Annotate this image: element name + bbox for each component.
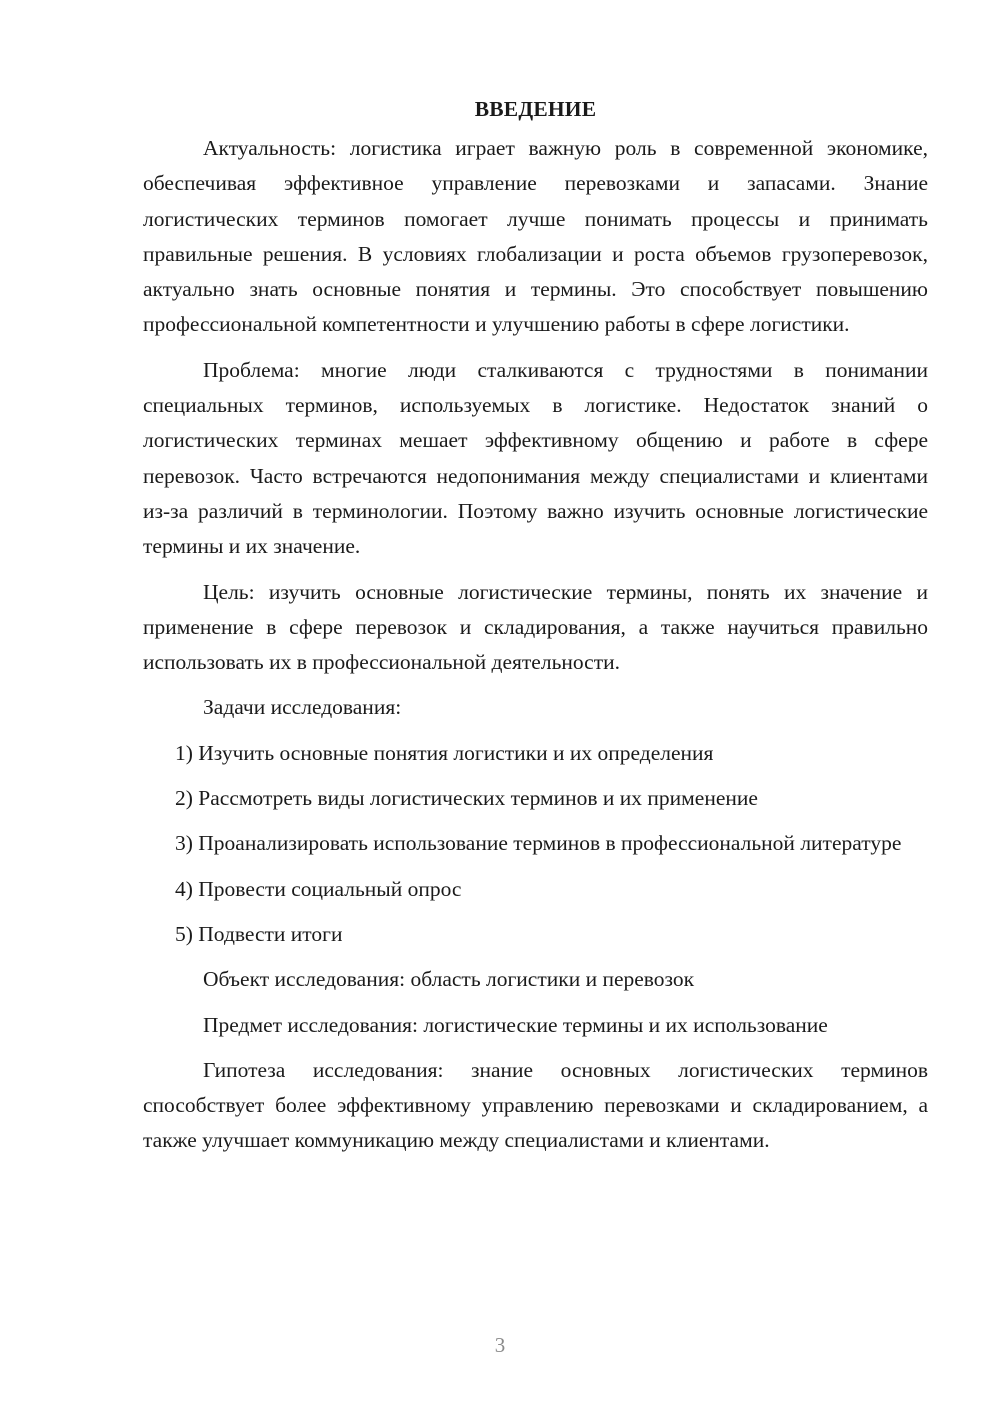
problem-paragraph: Проблема: многие люди сталкиваются с трудностями в понимании специальных терминов, используемых в логистике. Недостаток знаний о логистических терминах мешает эффективному общению и работе в сфере перевозок. Часто встречаются недопонимания между специалистами и клиентами из-за различий в терминологии. Поэтому важно изучить основные логистические термины и их значение.	[143, 357, 928, 559]
task-item: 4) Провести социальный опрос	[175, 876, 462, 901]
task-item: 3) Проанализировать использование терминов в профессиональной литературе	[175, 831, 902, 856]
tasks-heading: Задачи исследования:	[203, 695, 402, 720]
hypothesis-paragraph: Гипотеза исследования: знание основных логистических терминов способствует более эффективному управлению перевозками и складированием, а также улучшает коммуникацию между специалистами и клиентами.	[143, 1057, 928, 1153]
document-page	[143, 92, 928, 1169]
section-title: ВВЕДЕНИЕ	[474, 97, 597, 121]
task-item: 5) Подвести итоги	[175, 921, 343, 946]
task-item: 1) Изучить основные понятия логистики и их определения	[175, 740, 714, 765]
object-paragraph: Объект исследования: область логистики и перевозок	[203, 967, 695, 992]
relevance-paragraph: Актуальность: логистика играет важную роль в современной экономике, обеспечивая эффективное управление перевозками и запасами. Знание логистических терминов помогает лучше понимать процессы и принимать правильные решения. В условиях глобализации и роста объемов грузоперевозок, актуально знать основные понятия и термины. Это способствует повышению профессиональной компетентности и улучшению работы в сфере логистики.	[143, 136, 928, 337]
page-number: 3	[494, 1333, 506, 1357]
goal-paragraph: Цель: изучить основные логистические термины, понять их значение и применение в сфере перевозок и складирования, а также научиться правильно использовать их в профессиональной деятельности.	[143, 579, 928, 675]
subject-paragraph: Предмет исследования: логистические термины и их использование	[203, 1012, 828, 1037]
task-item: 2) Рассмотреть виды логистических терминов и их применение	[175, 786, 758, 811]
